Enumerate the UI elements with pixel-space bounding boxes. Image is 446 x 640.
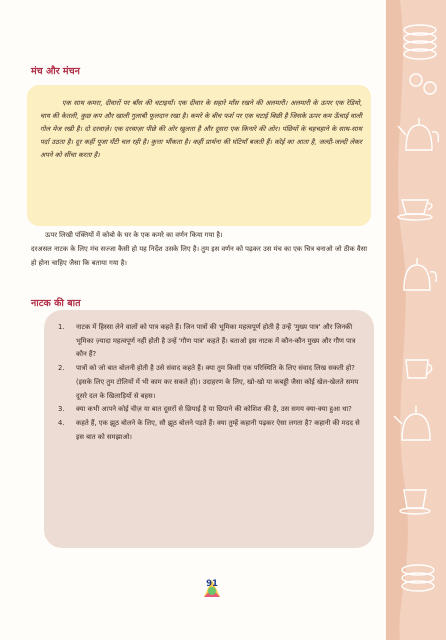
question-text: नाटक में हिस्सा लेने वालों को पात्र कहते हैं। जिन पात्रों की भूमिका महत्वपूर्ण होती है उन्हें 'मुख्य पात्र' और जिनकी भूमिका ज़्यादा महत्वपूर्ण नहीं होती है उन्हें 'गौण पात्र' कहते हैं। बताओ इस नाटक में कौन-कौन मुख्य और गौण पात्र कौन हैं? [76,323,356,359]
question-text: पात्रों को जो बात बोलनी होती है उसे संवाद कहते हैं। क्या तुम किसी एक परिस्थिति के लिए संवाद लिख सकती हो? (इसके लिए तुम टोलियों में भी काम कर सकते हो)। उदाहरण के लिए, खो-खो या कबड्डी जैसा कोई खेल-खेलते समय दूसरे दल के खिलाड़ियों से बहस। [76,364,359,400]
teacup-icon [398,200,432,220]
question-number: 1. [58,323,65,331]
plate-stack-icon [404,25,436,59]
question-text: क्या कभी आपने कोई चीज़ या बात दूसरों से छिपाई है या छिपाने की कोशिश की है, उस समय क्या-क्या हुआ था? [76,405,352,414]
question-item [56,362,366,403]
body-line: ऊपर लिखी पंक्तियों में कोबो के घर के एक कमरे का वर्णन किया गया है। [45,231,223,239]
sidebar-art [386,0,446,640]
question-item [56,403,366,417]
question-text: कहते हैं, एक झूठ बोलने के लिए, सौ झूठ बोलने पड़ते हैं। क्या तुम्हें कहानी पढ़कर ऐसा लगता है? कहानी की मदद से इस बात को समझाओ। [76,418,360,441]
body-line: दरअसल नाटक के लिए मंच सज्जा कैसी हो यह निर्देश उसके लिए है। तुम इस वर्णन को पढ़कर उस मंच का एक चित्र बनाओ जो ठीक वैसा हो होना चाहिए जैसा कि बताया गया है। [31,245,367,267]
body-paragraph [31,228,373,270]
decorative-sidebar [386,0,446,640]
question-item [56,321,366,362]
section-title: नाटक की बात [31,298,81,309]
cup-icon [406,360,432,378]
question-number: 4. [58,418,65,427]
question-number: 3. [58,405,65,414]
plate-stack-icon [402,565,434,591]
question-item [56,417,366,444]
stage-description-text: एक साथ कमरा, दीवारों पर बाँस की चटाइयाँ। एक दीवार के सहारे माँस रखने की अलमारी। अलमारी के ऊपर एक रेडियो, चाय की केतली, कुछ कप और खाली गुलाबी फूलदान रखा है। कमरे के बीच फर्श पर एक चटाई बिछी है जिसके ऊपर कम ऊँचाई वाली गोल मेज रखी है। दो दरवाज़े। एक दरवाज़ा पीछे की ओर खुलता है और दूसरा एक किनारे की ओर। पंछियों के चहचहाने के साथ-साथ पर्दा उठता है। दूर कहीं पूजा घँटी चल रही है। कुत्ता भौंकता है। कहीं प्रार्थना की घंटियाँ बजती हैं। कोई का आता है, जल्दी-जल्दी लेकर अपने को सींचा करता है। [40,99,362,159]
teapot-icon [404,258,436,290]
questions-list [56,321,366,444]
teapot-icon [398,118,438,150]
section-title: मंच और मंचन [31,66,80,77]
page-number: 91 [206,579,218,589]
question-number: 2. [58,364,65,373]
plate-icon [410,74,436,94]
